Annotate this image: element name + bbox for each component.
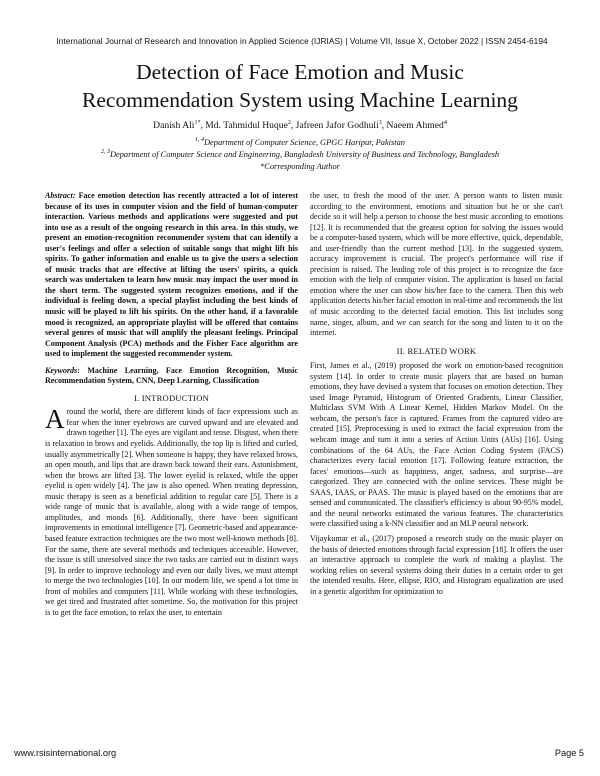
author: Md. Tahmidul Huque$^2$,: [205, 119, 296, 131]
drop-cap: A: [45, 404, 65, 435]
related-work-paragraph-1: First, James et al., (2019) proposed the work on emotion-based recognition system [14]. In order to create music players that are based on human emotions, they have devised a system that focuses on emotion detection. They used Image Pyramid, Histogram of Oriented Gradients, Linear Classifier, Multiclass SVM With A Linear Kernel, Hidden Markov Model. On the webcam, the person's face is captured. Frames from the captured video are created [15]. Preprocessing is used to extract the facial expression from the webcam image and turn it into a series of Action Units (AUs) [16]. Using combinations of the 64 AUs, the Face Action Coding System (FACS) characterizes every facial emotion [17]. Following feature extraction, the faces' emotions—such as happiness, anger, sadness, and surprise—are categorized. They are connected with the online services. These might be SAAS, IAAS, or PAAS. The music is played based on the emotions that are sensed and communicated. The classifier's efficiency is about 90-95% model, and the neural networks estimated the various features. The characteristics were classified using a k-NN classifier and an MLP neural network.: [310, 361, 563, 529]
journal-header: International Journal of Research and Innovation in Applied Science (IJRIAS) | Volume VII, Issue X, October 2022 | ISSN 2454-6194: [56, 36, 548, 46]
corresponding-author: *Corresponding Author: [260, 162, 340, 171]
keywords-label: Keywords: [45, 365, 78, 375]
related-work-paragraph-2: Vijaykumar et al., (2017) proposed a research study on the music player on the basis of detected emotions through facial expression [18]. It offers the user an interactive approach to complete the work of making a playlist. The working relies on several systems doing their duties in a certain order to get the intended results. Here, ellipse, RIO, and Histogram equalization are used in a genetic algorithm for optimization to: [310, 533, 563, 596]
abstract-text: Face emotion detection has recently attracted a lot of interest because of its uses in computer vision and the field of human-computer interaction. Various methods and applications were suggested and put into use as a result of the ongoing research in this area. In this study, we present an emotion-recognition recommender system that can identify a user's feelings and offer a selection of suitable songs that might lift his spirits. To gather information and enable us to give the users a selection of music tracks that are effective at lifting the users' spirits, a quick search was undertaken to learn how music may impact the user mood in the short term. The suggested system recognizes emotions, and if the individual is feeling down, a special playlist including the best kinds of music will be played to lift his spirits. On the other hand, if a favorable mood is recognized, an appropriate playlist will be offered that contains several genres of music that will amplify the pleasant feelings. Principal Component Analysis (PCA) methods and the Fisher Face algorithm are used to implement the suggested recommender system.: [45, 191, 298, 359]
footer-website: www.rsisinternational.org: [14, 748, 117, 758]
affiliation-1: $^{1, 4}$Department of Computer Science, GPGC Haripur, Pakistan: [195, 137, 405, 147]
author-list: [30, 120, 570, 131]
affiliation-2: $^{2, 3}$Department of Computer Science and Engineering, Bangladesh University of Business and Technology, Bangladesh: [100, 149, 500, 159]
title-line-1: Detection of Face Emotion and Music: [136, 60, 464, 84]
keywords-text: : Machine Learning, Face Emotion Recognition, Music Recommendation System, CNN, Deep Learning, Classification: [45, 365, 298, 386]
section-heading-introduction: I. INTRODUCTION: [133, 392, 210, 403]
keywords: [45, 366, 298, 387]
right-column: [310, 191, 563, 597]
abstract: [45, 191, 298, 360]
abstract-label: Abstract:: [45, 191, 76, 200]
author: Jafreen Jafor Godhuli$^3$,: [295, 119, 387, 131]
footer-page-number: Page 5: [554, 748, 584, 758]
section-heading-related-work: II. RELATED WORK: [396, 345, 477, 356]
intro-text: round the world, there are different kinds of face expressions such as fear when the inner eyebrows are curved upward and are elevated and drawn together [1]. The eyes are vigilant and tense. Disgust, when there is relaxation in brows and eyelids. Additionally, the top lip is lifted and curled, usually asymmetrically [2]. When someone is happy, they have relaxed brows, an open mouth, and lips that are drawn back toward their ears. Astonishment, when the brows are lifted [3]. The lower eyelid is relaxed, while the upper eyelid is open widely [4]. The jaw is also opened. When treating depression, music therapy is seen as a beneficial addition to regular care [5]. There is a wide range of music that is available, along with a wide range of tempos, amplitudes, and moods [6]. Additionally, there have been significant improvements in emotional intelligence [7]. Geometric-based and appearance-based feature extraction techniques are the two most well-known methods [8]. For the same, there are several methods and techniques accessible. However, the issue is still unresolved since the two tasks are carried out in distinct ways [9]. In order to improve technology and even our daily lives, we must attempt to merge the two technologies [10]. In our modern life, we spend a lot time in front of mobiles and computers [11]. While working with these technologies, we get tired and frustrated after sometime. So, the motivation for this project is to get the face emotion, to relax the user, to entertain: [45, 407, 298, 617]
intro-continued-paragraph: the user, to fresh the mood of the user. A person wants to listen music according to the environment, emotions and situation but he or she can't decide so it will help a person to choose the best music according to emotions [12]. It is recommended that the greatest option for solving the issues would be a computer-based system, which will be more effective, quick, dependable, and user-friendly than the current method [13]. In the suggested system, accuracy improvement is crucial. The project's performance will rise if precision is raised. The leading role of this project is to recognize the face emotion with the help of computer vision. The application is based on facial emotion where the user can show his/her face to the camera. Then this web application detects his/her facial emotion in real-time and recommends the list of music according to the detected facial emotion. This list includes song name, singer, album, and we can search for the song and listen to it on the internet.: [310, 191, 563, 338]
left-column: [45, 191, 298, 618]
author: Naeem Ahmed$^4$: [386, 119, 447, 131]
title-line-2: Recommendation System using Machine Learning: [82, 88, 518, 112]
intro-paragraph: [45, 404, 298, 618]
author: Danish Ali$^{1*}$,: [153, 119, 206, 131]
paper-title: [40, 58, 560, 114]
